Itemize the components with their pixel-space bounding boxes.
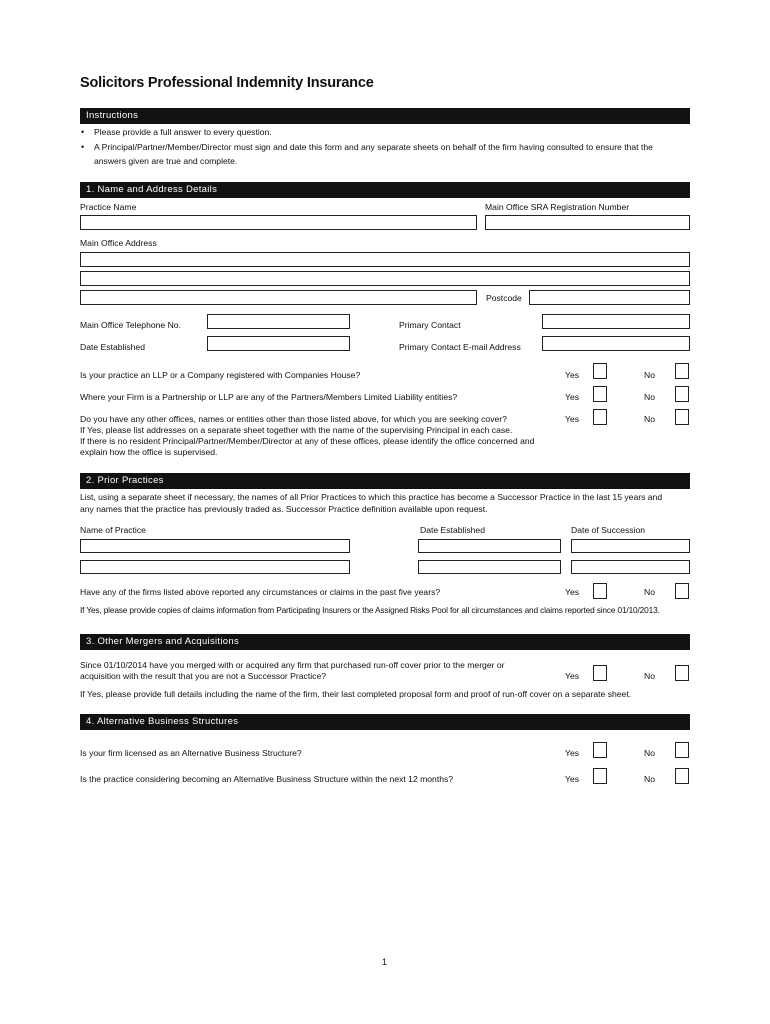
merged-note: If Yes, please provide full details including the name of the firm, their last completed proposal form and proof of run-off cover on a separate sheet. — [80, 689, 632, 699]
no-label: No — [644, 414, 655, 424]
prior-practices-intro-line-2: any names that the practice has previously traded as. Successor Practice definition available upon request. — [80, 504, 488, 514]
address-line-2-field[interactable] — [80, 271, 690, 286]
no-label: No — [644, 392, 655, 402]
section-3-header: 3. Other Mergers and Acquisitions — [80, 634, 690, 650]
merged-yes-checkbox[interactable] — [593, 665, 607, 681]
bullet-icon: • — [81, 127, 85, 137]
question-offices-line-4: explain how the office is supervised. — [80, 447, 218, 457]
sra-number-label: Main Office SRA Registration Number — [485, 202, 630, 212]
prior-practice-date-1-field[interactable] — [418, 539, 561, 553]
page-number: 1 — [382, 957, 388, 967]
practice-name-field[interactable] — [80, 215, 477, 230]
question-offices-line-3: If there is no resident Principal/Partner/Member/Director at any of these offices, please identify the office concerned and — [80, 436, 535, 446]
primary-contact-field[interactable] — [542, 314, 690, 329]
yes-label: Yes — [565, 392, 580, 402]
instruction-2-cont: answers given are true and complete. — [94, 156, 238, 166]
no-label: No — [644, 587, 655, 597]
abs-considering-yes-checkbox[interactable] — [593, 768, 607, 784]
merged-no-checkbox[interactable] — [675, 665, 689, 681]
col-date-established: Date Established — [420, 525, 485, 535]
partnership-no-checkbox[interactable] — [675, 386, 689, 402]
yes-label: Yes — [565, 671, 580, 681]
prior-practice-succession-1-field[interactable] — [571, 539, 690, 553]
prior-practice-name-1-field[interactable] — [80, 539, 350, 553]
telephone-field[interactable] — [207, 314, 350, 329]
yes-label: Yes — [565, 748, 580, 758]
claims-note: If Yes, please provide copies of claims information from Participating Insurers or the Assigned Risks Pool for all circumstances and claims reported since 01/10/2013. — [80, 605, 660, 615]
offices-yes-checkbox[interactable] — [593, 409, 607, 425]
section-2-header: 2. Prior Practices — [80, 473, 690, 489]
prior-practice-name-2-field[interactable] — [80, 560, 350, 574]
claims-yes-checkbox[interactable] — [593, 583, 607, 599]
postcode-label: Postcode — [486, 293, 522, 303]
question-offices: Do you have any other offices, names or entities other than those listed above, for which you are seeking cover? — [80, 414, 507, 424]
practice-name-label: Practice Name — [80, 202, 137, 212]
llp-no-checkbox[interactable] — [675, 363, 689, 379]
no-label: No — [644, 671, 655, 681]
question-partnership: Where your Firm is a Partnership or LLP are any of the Partners/Members Limited Liability entities? — [80, 392, 458, 402]
address-line-1-field[interactable] — [80, 252, 690, 267]
telephone-label: Main Office Telephone No. — [80, 320, 181, 330]
no-label: No — [644, 748, 655, 758]
question-claims: Have any of the firms listed above reported any circumstances or claims in the past five years? — [80, 587, 441, 597]
prior-practice-succession-2-field[interactable] — [571, 560, 690, 574]
abs-considering-no-checkbox[interactable] — [675, 768, 689, 784]
question-merged: Since 01/10/2014 have you merged with or acquired any firm that purchased run-off cover prior to the merger or — [80, 660, 505, 670]
section-4-header: 4. Alternative Business Structures — [80, 714, 690, 730]
prior-practices-intro: List, using a separate sheet if necessary, the names of all Prior Practices to which this practice has become a Successor Practice in the last 15 years and — [80, 492, 663, 502]
address-label: Main Office Address — [80, 238, 157, 248]
section-1-header: 1. Name and Address Details — [80, 182, 690, 198]
no-label: No — [644, 774, 655, 784]
primary-email-field[interactable] — [542, 336, 690, 351]
claims-no-checkbox[interactable] — [675, 583, 689, 599]
llp-yes-checkbox[interactable] — [593, 363, 607, 379]
primary-contact-label: Primary Contact — [399, 320, 461, 330]
partnership-yes-checkbox[interactable] — [593, 386, 607, 402]
instructions-header: Instructions — [80, 108, 690, 124]
abs-licensed-no-checkbox[interactable] — [675, 742, 689, 758]
primary-email-label: Primary Contact E-mail Address — [399, 342, 521, 352]
instruction-1: Please provide a full answer to every question. — [94, 127, 272, 137]
col-name-of-practice: Name of Practice — [80, 525, 146, 535]
question-offices-line-2: If Yes, please list addresses on a separate sheet together with the name of the supervising Principal in each case. — [80, 425, 513, 435]
offices-no-checkbox[interactable] — [675, 409, 689, 425]
col-date-of-succession: Date of Succession — [571, 525, 646, 535]
question-llp: Is your practice an LLP or a Company registered with Companies House? — [80, 370, 361, 380]
bullet-icon: • — [81, 142, 85, 152]
prior-practice-date-2-field[interactable] — [418, 560, 561, 574]
yes-label: Yes — [565, 774, 580, 784]
instruction-2: A Principal/Partner/Member/Director must sign and date this form and any separate sheets on behalf of the firm having consulted to ensure that the — [94, 142, 653, 152]
yes-label: Yes — [565, 370, 580, 380]
date-established-field[interactable] — [207, 336, 350, 351]
date-established-label: Date Established — [80, 342, 145, 352]
postcode-field[interactable] — [529, 290, 690, 305]
question-abs-considering: Is the practice considering becoming an Alternative Business Structure within the next 12 months? — [80, 774, 454, 784]
yes-label: Yes — [565, 587, 580, 597]
page-title: Solicitors Professional Indemnity Insurance — [80, 75, 374, 91]
address-line-3-field[interactable] — [80, 290, 477, 305]
question-abs-licensed: Is your firm licensed as an Alternative Business Structure? — [80, 748, 302, 758]
yes-label: Yes — [565, 414, 580, 424]
sra-number-field[interactable] — [485, 215, 690, 230]
abs-licensed-yes-checkbox[interactable] — [593, 742, 607, 758]
no-label: No — [644, 370, 655, 380]
question-merged-line-2: acquisition with the result that you are not a Successor Practice? — [80, 671, 327, 681]
